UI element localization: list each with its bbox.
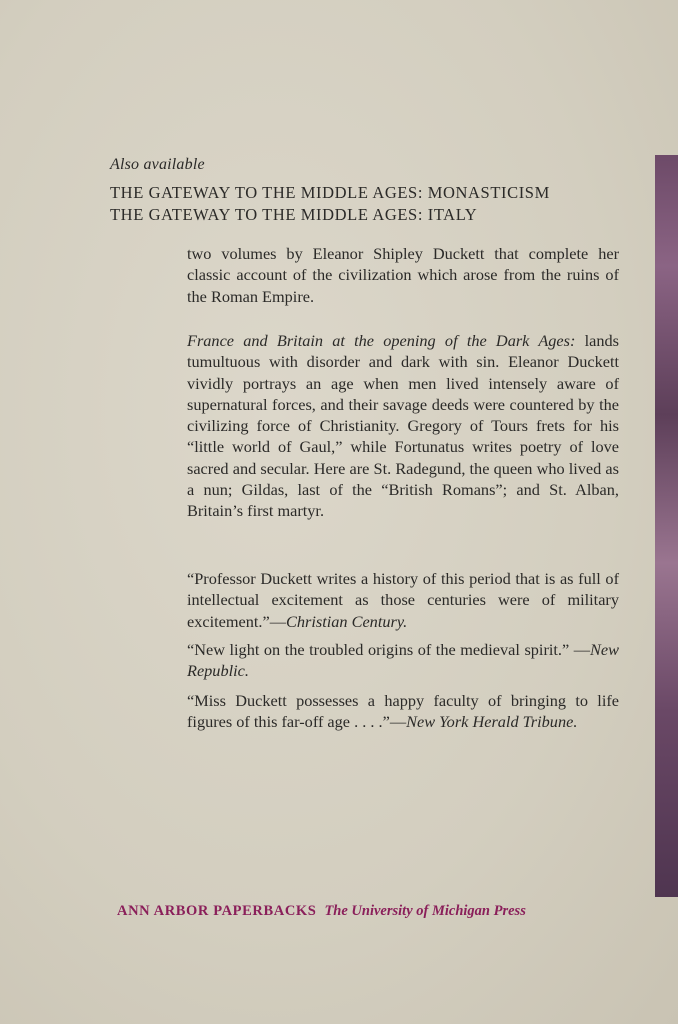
related-title-italy: THE GATEWAY TO THE MIDDLE AGES: ITALY [110,205,478,224]
quote-source: New Republic. [187,640,619,681]
intro-paragraph [187,243,619,307]
quote-source: New York Herald Tribune. [406,712,578,732]
press-name: The University of Michigan Press [324,903,526,919]
quote-source: Christian Century. [286,611,408,631]
review-quote-2 [187,639,619,682]
quote-text: “New light on the troubled origins of the medieval spirit.” — [187,640,591,659]
publisher-footer [117,903,526,920]
imprint-name: ANN ARBOR PAPERBACKS [117,903,317,919]
description-paragraph [187,330,619,522]
description-text: lands tumultuous with disorder and dark with sin. Eleanor Duckett vividly portrays an age when men lived intensely aware of supernatural forces, and their savage deeds were countered by the civilizing force of Christianity. Gregory of Tours frets for his “little world of Gaul,” while Fortunatus writes poetry of love sacred and secular. Here are St. Radegund, the queen who lived as a nun; Gildas, last of the “British Romans”; and St. Alban, Britain’s first martyr. [187,331,619,521]
related-title-monasticism: THE GATEWAY TO THE MIDDLE AGES: MONASTICISM [110,183,550,202]
spine-color-strip [655,155,678,897]
quote-text: “Miss Duckett possesses a happy faculty of bringing to life figures of this far-off age . . . .”— [187,691,619,732]
review-quote-3 [187,690,619,733]
also-available-label: Also available [110,156,205,173]
description-heading: France and Britain at the opening of the Dark Ages: [187,331,576,350]
quote-text: “Professor Duckett writes a history of this period that is as full of intellectual excitement as those centuries were of military excitement.”— [187,569,619,631]
review-quote-1 [187,568,619,632]
intro-text: two volumes by Eleanor Shipley Duckett that complete her classic account of the civilization which arose from the ruins of the Roman Empire. [187,244,619,306]
